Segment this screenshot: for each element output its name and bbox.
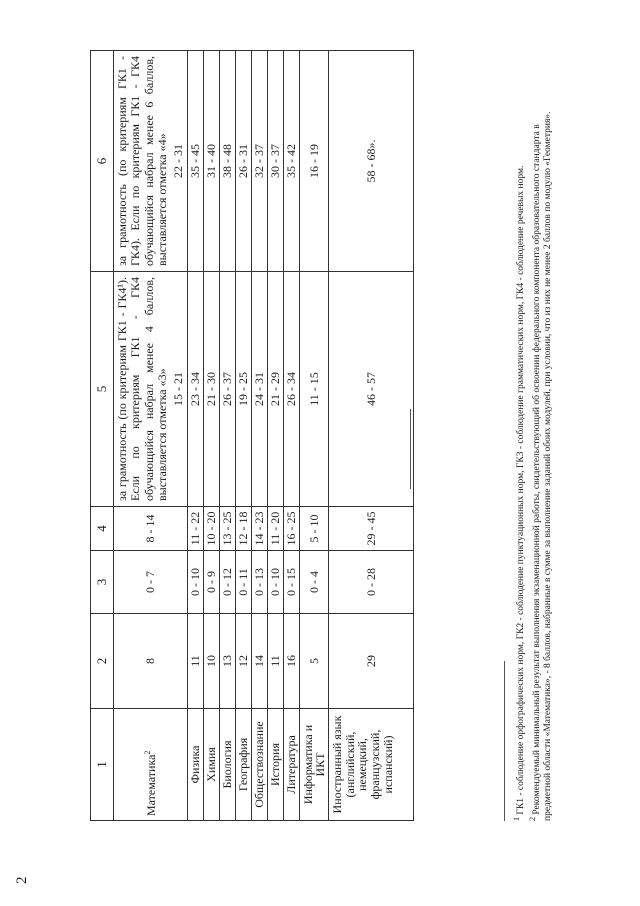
- grade-4-range-cell: 11 - 15: [300, 272, 329, 507]
- table-row: [188, 51, 204, 821]
- grade-4-range-cell: 21 - 29: [268, 272, 284, 507]
- min-score-cell: 13: [220, 614, 236, 709]
- grade-5-range-cell: 32 - 37: [252, 51, 268, 272]
- footnote: $^1$ ГК1 - соблюдение орфографических норм, ГК2 - соблюдение пунктуационных норм, ГК3 - соблюдение грамматических норм, ГК4 - соблюдение речевых норм.: [512, 165, 527, 821]
- grade-5-range-cell: 30 - 37: [268, 51, 284, 272]
- grade-5-range-cell: 26 - 31: [236, 51, 252, 272]
- grade-5-range-cell: 38 - 48: [220, 51, 236, 272]
- header-cell: 5: [91, 272, 114, 507]
- header-cell: 6: [91, 51, 114, 272]
- subject-name: Литература: [284, 735, 299, 794]
- grade-3-range-cell: 13 - 25: [220, 507, 236, 551]
- grade-2-range-cell: 0 - 7: [114, 551, 188, 614]
- grade-4-range-cell: 26 - 34: [284, 272, 300, 507]
- table-row: [300, 51, 329, 821]
- subject-cell: [188, 709, 204, 821]
- subject-cell: [252, 709, 268, 821]
- subject-name: География: [236, 737, 251, 792]
- grade-4-range-cell: 23 - 34: [188, 272, 204, 507]
- subject-cell: [220, 709, 236, 821]
- table-row: [204, 51, 220, 821]
- grade-2-range-cell: 0 - 12: [220, 551, 236, 614]
- min-score-cell: 12: [236, 614, 252, 709]
- grade-5-range-cell: 58 - 68».: [329, 51, 414, 272]
- grade-3-range-cell: 11 - 22: [188, 507, 204, 551]
- table-row: [252, 51, 268, 821]
- table-row: [329, 51, 414, 821]
- header-cell: 1: [91, 709, 114, 821]
- footnote-mark: 2: [142, 750, 152, 755]
- footnote: $^2$ Рекомендуемый минимальный результат выполнения экзаменационной работы, свидетельствующий об освоении федерального компонента образовательного стандарта в предметной области «Математика», - 8 баллов, набранные в сумме за выполнение заданий обоих модулей, при условии, что из них не менее 2 баллов по модулю «Геометрия».: [528, 111, 554, 821]
- grade-3-range-cell: 16 - 25: [284, 507, 300, 551]
- grade-2-range-cell: 0 - 10: [268, 551, 284, 614]
- subject-name: Математика: [143, 754, 158, 816]
- grade-5-note-cell: [114, 51, 188, 272]
- grade-3-range-cell: 12 - 18: [236, 507, 252, 551]
- subject-name: Физика: [188, 745, 203, 784]
- grade-5-range-cell: 31 - 40: [204, 51, 220, 272]
- table-row: [268, 51, 284, 821]
- subject-cell: [300, 709, 329, 821]
- min-score-cell: 14: [252, 614, 268, 709]
- subject-cell: [114, 709, 188, 821]
- grade-4-note-cell: [114, 272, 188, 507]
- table-row: [114, 51, 188, 821]
- grade-2-range-cell: 0 - 9: [204, 551, 220, 614]
- subject-cell: [329, 709, 414, 821]
- grade-5-range-cell: 16 - 19: [300, 51, 329, 272]
- divider: [410, 409, 411, 489]
- grade-3-range-cell: 10 - 20: [204, 507, 220, 551]
- grade-3-range-cell: 11 - 20: [268, 507, 284, 551]
- subject-cell: [204, 709, 220, 821]
- table-row: [284, 51, 300, 821]
- subject-cell: [236, 709, 252, 821]
- table-row: [220, 51, 236, 821]
- header-cell: 3: [91, 551, 114, 614]
- min-score-cell: 10: [204, 614, 220, 709]
- footnote-divider: [504, 661, 505, 821]
- subject-name: Обществознание: [252, 721, 267, 808]
- subject-cell: [268, 709, 284, 821]
- grade-2-range-cell: 0 - 13: [252, 551, 268, 614]
- table-row: [236, 51, 252, 821]
- grade-4-range-cell: 26 - 37: [220, 272, 236, 507]
- grade-2-range-cell: 0 - 4: [300, 551, 329, 614]
- grade-4-range-cell: 21 - 30: [204, 272, 220, 507]
- subject-name: Информатика и ИКТ: [300, 724, 328, 805]
- grade-2-range-cell: 0 - 11: [236, 551, 252, 614]
- grade-5-range-cell: 35 - 42: [284, 51, 300, 272]
- grade-5-range-cell: 35 - 45: [188, 51, 204, 272]
- grade-3-range-cell: 29 - 45: [329, 507, 414, 551]
- subject-name: Биология: [220, 740, 235, 789]
- min-score-cell: 16: [284, 614, 300, 709]
- min-score-cell: 5: [300, 614, 329, 709]
- grade-2-range-cell: 0 - 28: [329, 551, 414, 614]
- subject-name: Иностранный язык (английский, немецкий, французский, испанский): [330, 715, 395, 814]
- header-cell: 4: [91, 507, 114, 551]
- page-number: 2: [14, 876, 30, 884]
- min-score-cell: 8: [114, 614, 188, 709]
- min-score-cell: 11: [268, 614, 284, 709]
- subject-cell: [284, 709, 300, 821]
- grade-3-range-cell: 5 - 10: [300, 507, 329, 551]
- grade-3-range-cell: 8 - 14: [114, 507, 188, 551]
- subject-name: Химия: [204, 747, 219, 782]
- grade-4-range-value: 15 - 21: [170, 372, 185, 406]
- grade-3-range-cell: 14 - 23: [252, 507, 268, 551]
- grade-4-note: за грамотность (по критериям ГК1 - ГК4¹). Если по критериям ГК1 - ГК4 обучающийся набрал менее 4 баллов, выставляется отметка «3»: [115, 277, 170, 501]
- min-score-cell: 29: [329, 614, 414, 709]
- subject-name: История: [268, 742, 283, 787]
- table-header-row: [91, 51, 114, 821]
- header-cell: 2: [91, 614, 114, 709]
- grade-4-range-cell: 46 - 57: [329, 272, 414, 507]
- grade-conversion-table: [90, 50, 414, 821]
- grade-5-note: за грамотность (по критериям ГК1 - ГК4). Если по критериям ГК1 - ГК4 обучающийся набрал менее 6 баллов, выставляется отметка «4»: [115, 56, 170, 266]
- grade-4-range-cell: 19 - 25: [236, 272, 252, 507]
- grade-4-range-cell: 24 - 31: [252, 272, 268, 507]
- grade-2-range-cell: 0 - 10: [188, 551, 204, 614]
- grade-2-range-cell: 0 - 15: [284, 551, 300, 614]
- grade-5-range-value: 22 - 31: [170, 144, 185, 178]
- min-score-cell: 11: [188, 614, 204, 709]
